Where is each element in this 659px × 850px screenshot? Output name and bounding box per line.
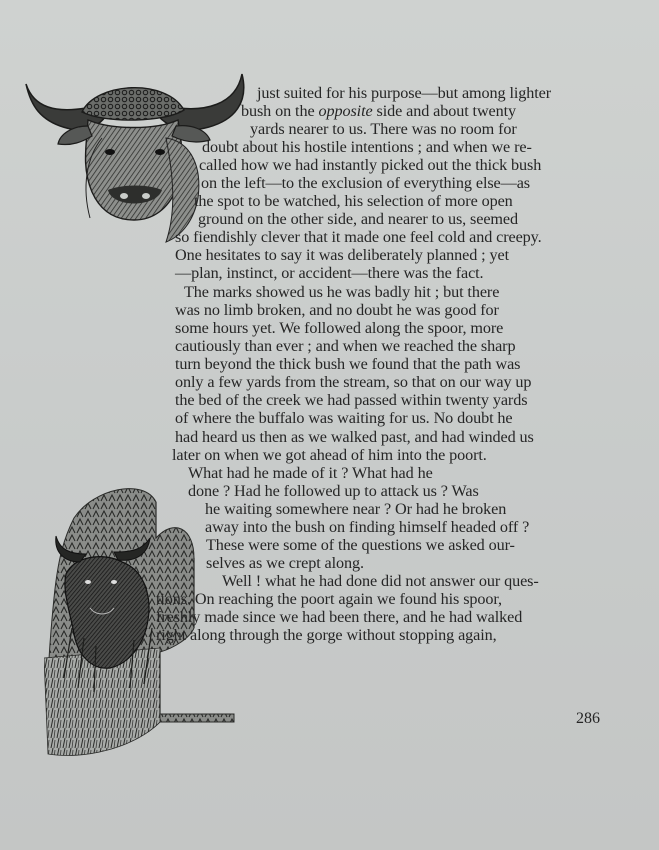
text-line-22: What had he made of it ? What had he [188,464,433,482]
text-line-21: later on when we got ahead of him into the poort. [172,446,487,464]
text-line-3: yards nearer to us. There was no room for [250,120,517,138]
text-line-2: bush on the opposite side and about twenty [241,102,517,120]
text-line-8: ground on the other side, and nearer to us, seemed [198,210,518,228]
text-line-6: on the left—to the exclusion of everything else—as [201,174,531,192]
text-line-11: —plan, instinct, or accident—there was the fact. [175,264,484,282]
text-line-24: he waiting somewhere near ? Or had he broken [205,500,507,518]
text-line-12: The marks showed us he was badly hit ; but there [184,283,500,301]
text-line-5: called how we had instantly picked out the thick bush [199,156,542,174]
text-line-29: tions. On reaching the poort again we found his spoor, [156,590,502,608]
text-line-25: away into the bush on finding himself headed off ? [205,518,530,536]
text-line-9: so fiendishly clever that it made one feel cold and creepy. [175,228,542,246]
text-line-26: These were some of the questions we asked our- [206,536,515,554]
text-line-7: the spot to be watched, his selection of more open [194,192,513,210]
text-line-15: cautiously than ever ; and when we reached the sharp [175,337,516,355]
text-line-14: some hours yet. We followed along the spoor, more [175,319,504,337]
text-line-17: only a few yards from the stream, so that on our way up [175,373,532,391]
text-line-19: of where the buffalo was waiting for us. No doubt he [175,409,513,427]
page-number: 286 [576,710,600,727]
text-line-1: just suited for his purpose—but among lighter [257,84,552,102]
text-line-27: selves as we crept along. [206,554,364,572]
text-line-13: was no limb broken, and no doubt he was good for [175,301,499,319]
text-line-4: doubt about his hostile intentions ; and when we re- [202,138,532,156]
text-line-18: the bed of the creek we had passed within twenty yards [175,391,528,409]
text-line-28: Well ! what he had done did not answer our ques- [222,572,539,590]
text-line-10: One hesitates to say it was deliberately planned ; yet [175,246,509,264]
text-line-31: right along through the gorge without stopping again, [156,626,497,644]
text-line-30: freshly made since we had been there, and he had walked [156,608,523,626]
text-line-20: had heard us then as we walked past, and had winded us [175,428,534,446]
text-line-23: done ? Had he followed up to attack us ? Was [188,482,479,500]
text-line-16: turn beyond the thick bush we found that the path was [175,355,521,373]
